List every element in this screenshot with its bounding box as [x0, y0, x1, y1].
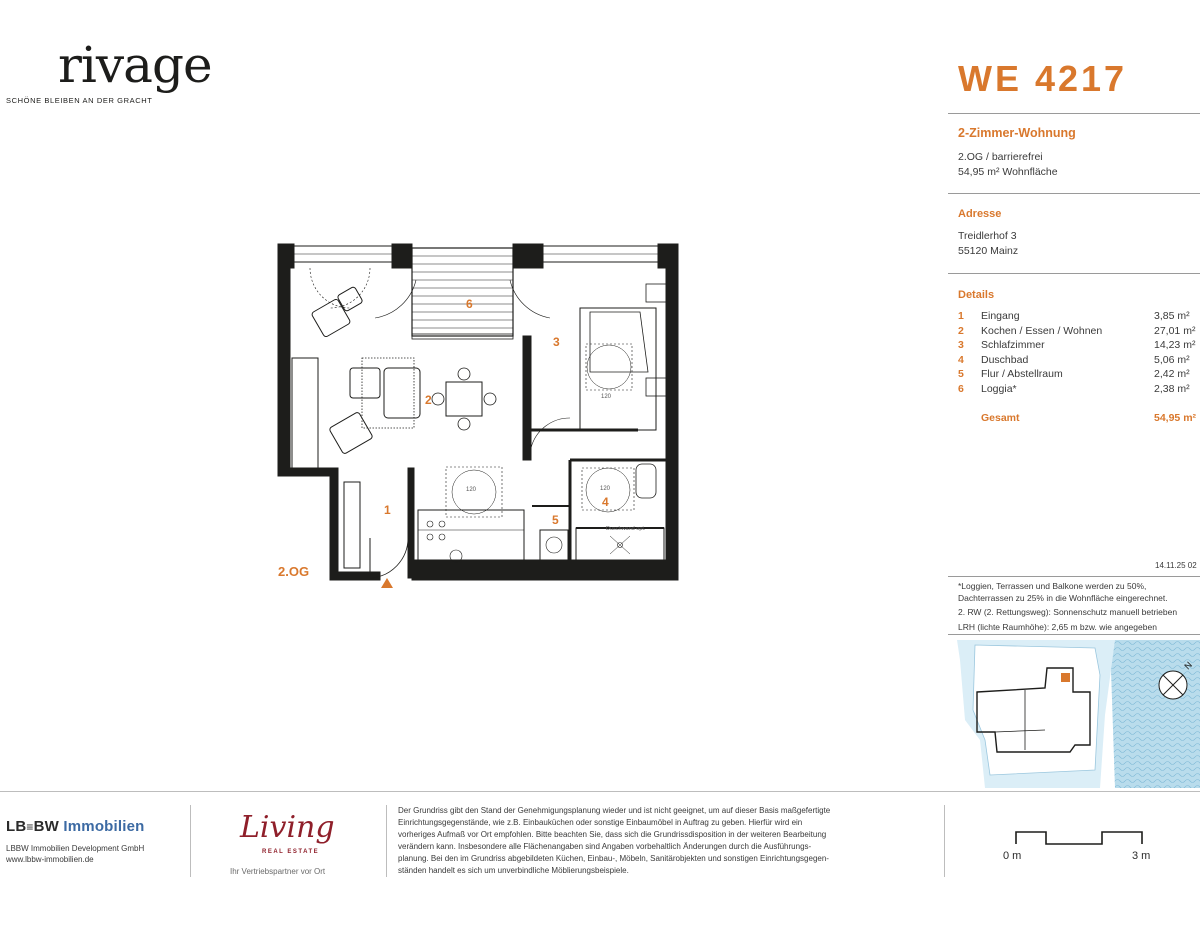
- note-line-1: *Loggien, Terrassen und Balkone werden zu 50%,: [958, 581, 1147, 591]
- rivage-logo: rivage: [58, 36, 212, 94]
- entrance-marker-icon: [381, 578, 393, 588]
- room-number-5: 5: [552, 513, 559, 527]
- unit-type: 2-Zimmer-Wohnung: [958, 126, 1076, 140]
- detail-num: 4: [958, 353, 964, 366]
- room-number-6: 6: [466, 297, 473, 311]
- lbbw-name-a: LB: [6, 818, 27, 835]
- clearance-label: 120: [600, 486, 611, 492]
- disclaimer-line: vorheriges Aufmaß vor Ort empfohlen. Bitte beachten Sie, dass sich die Grundrissdisposition in der weiteren Bearbeitung: [398, 830, 827, 839]
- detail-num: 2: [958, 324, 964, 337]
- total-label: Gesamt: [981, 412, 1020, 424]
- lbbw-logo: LB≡BW Immobilien: [6, 818, 145, 835]
- total-area: 54,95 m²: [1154, 412, 1197, 424]
- room-number-3: 3: [553, 335, 560, 349]
- divider: [948, 273, 1200, 274]
- divider: [948, 193, 1200, 194]
- lbbw-name-c: Immobilien: [63, 818, 145, 835]
- shower-wall-label: Duschwand opt.: [606, 526, 646, 532]
- detail-label: Kochen / Essen / Wohnen: [981, 324, 1103, 337]
- living-logo: Living: [240, 810, 335, 845]
- detail-label: Loggia*: [981, 383, 1017, 395]
- address-street: Treidlerhof 3: [958, 230, 1017, 242]
- logo-tagline: SCHÖNE BLEIBEN AN DER GRACHT: [6, 96, 153, 105]
- floor-label: 2.OG: [278, 564, 310, 579]
- detail-area: 27,01 m²: [1154, 324, 1196, 337]
- site-plan: [955, 640, 1200, 788]
- detail-num: 3: [958, 339, 964, 352]
- room-number-4: 4: [602, 495, 609, 509]
- detail-num: 1: [958, 310, 964, 322]
- living-area: 54,95 m² Wohnfläche: [958, 166, 1058, 178]
- detail-area: 2,42 m²: [1154, 368, 1190, 381]
- divider: [948, 113, 1200, 114]
- lbbw-name-b: BW: [33, 818, 59, 835]
- footer-separator: [190, 805, 191, 877]
- plan-date: 14.11.25 02: [1155, 561, 1197, 570]
- detail-label: Flur / Abstellraum: [981, 368, 1063, 381]
- total-row: [958, 412, 1200, 427]
- footer-separator: [944, 805, 945, 877]
- unit-location-marker: [1061, 673, 1070, 682]
- detail-label: Schlafzimmer: [981, 339, 1045, 352]
- note-line-3: 2. RW (2. Rettungsweg): Sonnenschutz manuell betrieben: [958, 607, 1178, 617]
- detail-num: 6: [958, 383, 964, 395]
- north-label: N: [1182, 659, 1195, 672]
- detail-row: [958, 310, 1200, 325]
- detail-area: 3,85 m²: [1154, 310, 1190, 322]
- detail-area: 14,23 m²: [1154, 339, 1196, 352]
- address-city: 55120 Mainz: [958, 245, 1019, 257]
- floor-info: 2.OG / barrierefrei: [958, 151, 1043, 163]
- room-number-1: 1: [384, 503, 391, 517]
- disclaimer-line: Der Grundriss gibt den Stand der Genehmigungsplanung wieder und ist nicht geeignet, um auf dieser Basis maßgefertigte: [398, 806, 831, 815]
- footer-separator: [386, 805, 387, 877]
- divider: [948, 634, 1200, 635]
- address-heading: Adresse: [958, 208, 1002, 220]
- detail-row: [958, 368, 1200, 383]
- company-website: www.lbbw-immobilien.de: [6, 855, 94, 864]
- note-line-4: LRH (lichte Raumhöhe): 2,65 m bzw. wie angegeben: [958, 622, 1157, 632]
- disclaimer: [398, 805, 938, 877]
- divider: [948, 576, 1200, 577]
- detail-row: [958, 325, 1200, 340]
- detail-area: 2,38 m²: [1154, 383, 1190, 395]
- note-line-2: Dachterrassen zu 25% in die Wohnfläche eingerechnet.: [958, 593, 1168, 603]
- floor-plan: [270, 238, 690, 598]
- detail-row: [958, 354, 1200, 369]
- detail-num: 5: [958, 368, 964, 381]
- detail-row: [958, 383, 1200, 398]
- unit-title: WE 4217: [958, 58, 1128, 99]
- disclaimer-line: verändern kann. Insbesondere alle Flächenangaben sind Angaben vorbehaltlich Änderungen durch die Ausführungs-: [398, 842, 812, 851]
- disclaimer-line: planung. Bei den im Grundriss abgebildeten Küchen, Einbau-, Möbeln, Sanitärobjekten und sonstigen Einrichtungsgegen-: [398, 854, 829, 863]
- partner-text: Ihr Vertriebspartner vor Ort: [230, 867, 326, 876]
- room-number-2: 2: [425, 393, 432, 407]
- details-heading: Details: [958, 289, 995, 301]
- detail-area: 5,06 m²: [1154, 353, 1190, 366]
- clearance-label: 120: [601, 394, 612, 400]
- detail-label: Eingang: [981, 310, 1020, 322]
- detail-label: Duschbad: [981, 353, 1029, 366]
- disclaimer-line: Einrichtungsgegenstände, wie z.B. Einbauküchen oder sonstige Einbaumöbel in Auftrag zu geben. Hierfür wird ein: [398, 818, 803, 827]
- detail-row: [958, 339, 1200, 354]
- disclaimer-line: ständen handelt es sich um unverbindliche Möblierungsbeispiele.: [398, 866, 629, 875]
- company-name: LBBW Immobilien Development GmbH: [6, 844, 145, 853]
- footer-divider: [0, 791, 1200, 792]
- living-sub: REAL ESTATE: [262, 849, 320, 855]
- scale-end: 3 m: [1132, 850, 1151, 862]
- scale-bar: [1010, 826, 1150, 848]
- scale-start: 0 m: [1003, 850, 1022, 862]
- clearance-label: 120: [466, 487, 477, 493]
